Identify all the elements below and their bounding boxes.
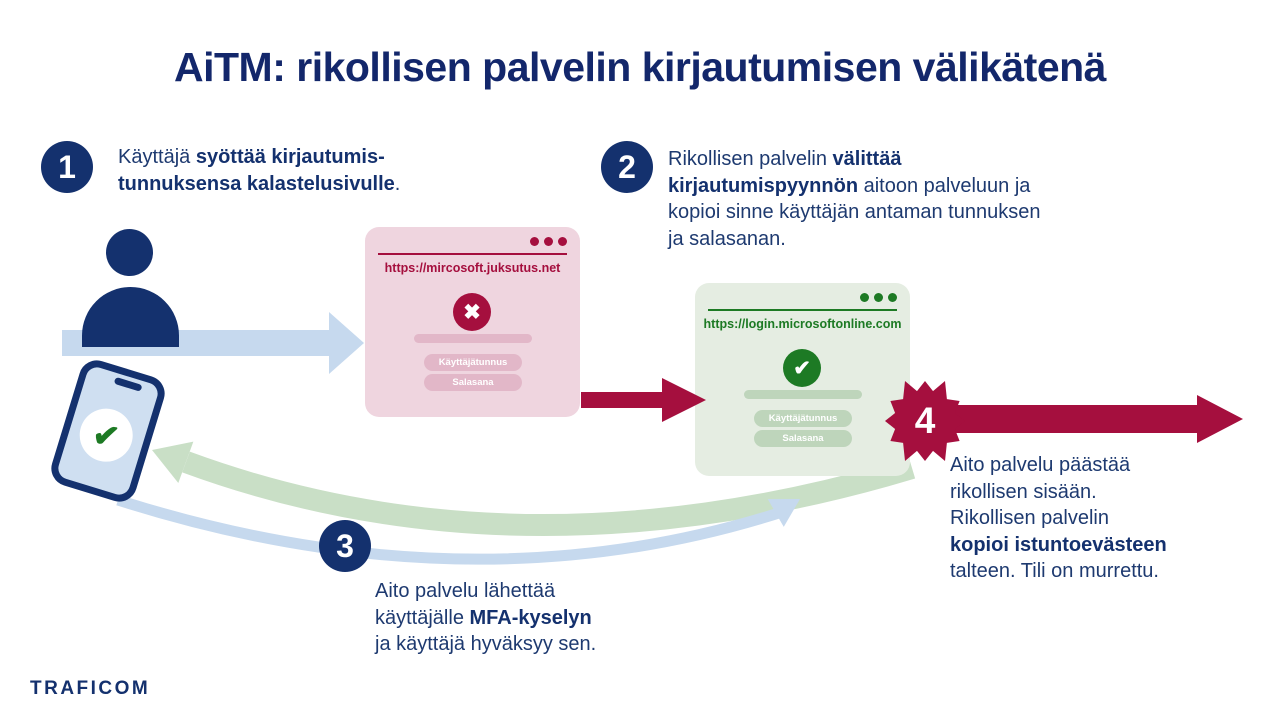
text-line: rikollisen sisään. <box>950 480 1097 503</box>
step-3-number: 3 <box>336 527 354 564</box>
arrow-phishing-to-real-service <box>581 378 706 422</box>
step-4-number: 4 <box>914 400 936 441</box>
phishing-username-field: Käyttäjätunnus <box>424 354 522 371</box>
window-divider <box>708 309 897 311</box>
window-dots-icon <box>530 237 567 246</box>
step-4-badge <box>885 381 965 461</box>
text-line: Käyttäjä syöttää kirjautumis- <box>118 146 385 168</box>
mfa-approved-check-icon: ✔ <box>77 406 136 465</box>
step-2-description <box>668 146 1040 252</box>
step-3-badge <box>319 520 371 572</box>
cross-icon: ✖ <box>453 293 491 331</box>
check-icon: ✔ <box>783 349 821 387</box>
text-line: Rikollisen palvelin <box>950 507 1109 529</box>
text-line: kopioi istuntoevästeen <box>950 533 1167 556</box>
step-4-description <box>950 452 1167 585</box>
text-line: kopioi sinne käyttäjän antaman tunnuksen <box>668 201 1041 223</box>
text-line: talteen. Tili on murrettu. <box>950 560 1159 582</box>
step-2-number: 2 <box>618 148 636 185</box>
step-1-badge <box>41 141 93 193</box>
text-line: käyttäjälle MFA-kyselyn <box>375 606 592 629</box>
text-line: ja käyttäjä hyväksyy sen. <box>375 633 597 655</box>
user-icon-body <box>82 287 179 347</box>
text-line: tunnuksensa kalastelusivulle. <box>118 172 401 195</box>
phishing-url: https://mircosoft.juksutus.net <box>384 261 561 275</box>
step-1-number: 1 <box>58 148 76 185</box>
window-divider <box>378 253 567 255</box>
text-line: kirjautumispyynnön aitoon palveluun ja <box>668 174 1031 197</box>
form-placeholder-bar <box>414 334 532 343</box>
user-icon <box>106 229 153 276</box>
real-username-field: Käyttäjätunnus <box>754 410 852 427</box>
arc-mfa-approval-arrowhead-icon <box>768 485 808 527</box>
phishing-password-field: Salasana <box>424 374 522 391</box>
arrow-attacker-session-out <box>938 395 1243 443</box>
text-line: Aito palvelu lähettää <box>375 580 556 602</box>
step-1-description <box>118 144 400 197</box>
text-line: Aito palvelu päästää <box>950 454 1131 476</box>
step-3-description <box>375 578 596 658</box>
text-line: ja salasanan. <box>668 227 786 250</box>
text-line: Rikollisen palvelin välittää <box>668 148 902 170</box>
traficom-logo: TRAFICOM <box>30 678 151 699</box>
form-placeholder-bar <box>744 390 862 399</box>
page-title: AiTM: rikollisen palvelin kirjautumisen välikätenä <box>174 44 1106 90</box>
phone-notch-icon <box>114 377 143 392</box>
window-dots-icon <box>860 293 897 302</box>
step-2-badge <box>601 141 653 193</box>
real-service-browser-window <box>695 283 910 476</box>
arc-mfa-approval-to-service <box>118 500 782 559</box>
real-password-field: Salasana <box>754 430 852 447</box>
phishing-browser-window <box>365 227 580 417</box>
phone-icon <box>47 356 169 506</box>
real-service-url: https://login.microsoftonline.com <box>703 317 902 331</box>
